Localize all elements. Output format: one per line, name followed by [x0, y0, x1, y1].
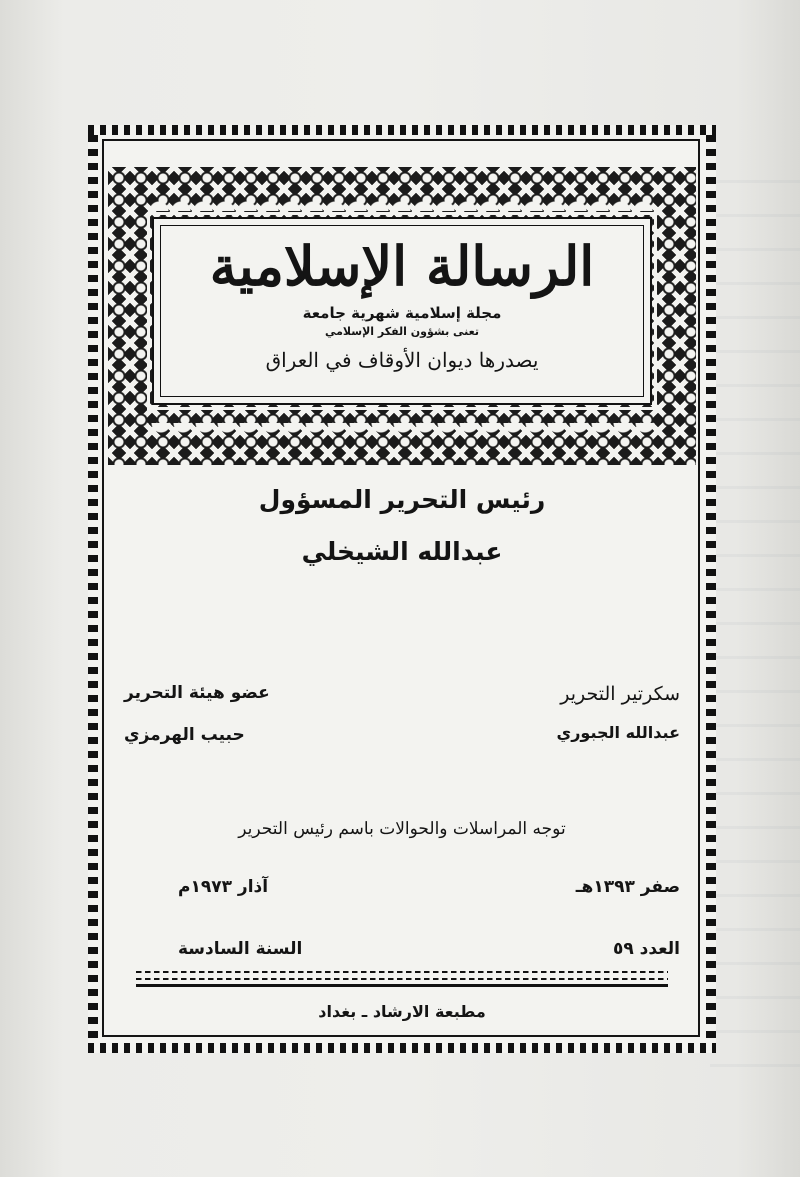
- title-cartouche: [152, 217, 652, 405]
- arch-ornament-bottom: [148, 423, 656, 449]
- gregorian-date: آذار ١٩٧٣م: [178, 877, 269, 897]
- dashed-rule: [136, 978, 668, 980]
- checkered-border-left: [88, 135, 98, 1043]
- magazine-tagline: تعنى بشؤون الفكر الإسلامي: [324, 325, 480, 338]
- editor-in-chief-name: عبدالله الشيخلي: [301, 537, 503, 566]
- secretary-label: سكرتير التحرير: [560, 683, 680, 705]
- board-member-name: حبيب الهرمزي: [124, 725, 245, 745]
- ornamental-masthead: [108, 167, 696, 465]
- magazine-title: الرسالة الإسلامية: [209, 234, 595, 298]
- arch-ornament-top: [148, 185, 656, 211]
- dashed-rule: [136, 971, 668, 973]
- bleed-through-text: [710, 180, 800, 1080]
- cover-page: [88, 125, 716, 1053]
- magazine-publisher: يصدرها ديوان الأوقاف في العراق: [265, 348, 539, 372]
- checkered-border-top: [88, 125, 716, 135]
- solid-rule: [136, 984, 668, 987]
- printer-name: مطبعة الارشاد ـ بغداد: [318, 1002, 486, 1021]
- magazine-subtitle: مجلة إسلامية شهرية جامعة: [302, 304, 502, 322]
- checkered-border-right: [706, 135, 716, 1043]
- checkered-border-bottom: [88, 1043, 716, 1053]
- hijri-date: صفر ١٣٩٣هـ: [575, 877, 680, 897]
- secretary-name: عبدالله الجبوري: [556, 723, 680, 742]
- editor-in-chief-label: رئيس التحرير المسؤول: [258, 485, 546, 514]
- issue-number: العدد ٥٩: [612, 939, 680, 959]
- board-member-label: عضو هيئة التحرير: [124, 683, 270, 703]
- correspondence-note: توجه المراسلات والحوالات باسم رئيس التحرير: [238, 819, 566, 839]
- publication-year: السنة السادسة: [178, 939, 303, 959]
